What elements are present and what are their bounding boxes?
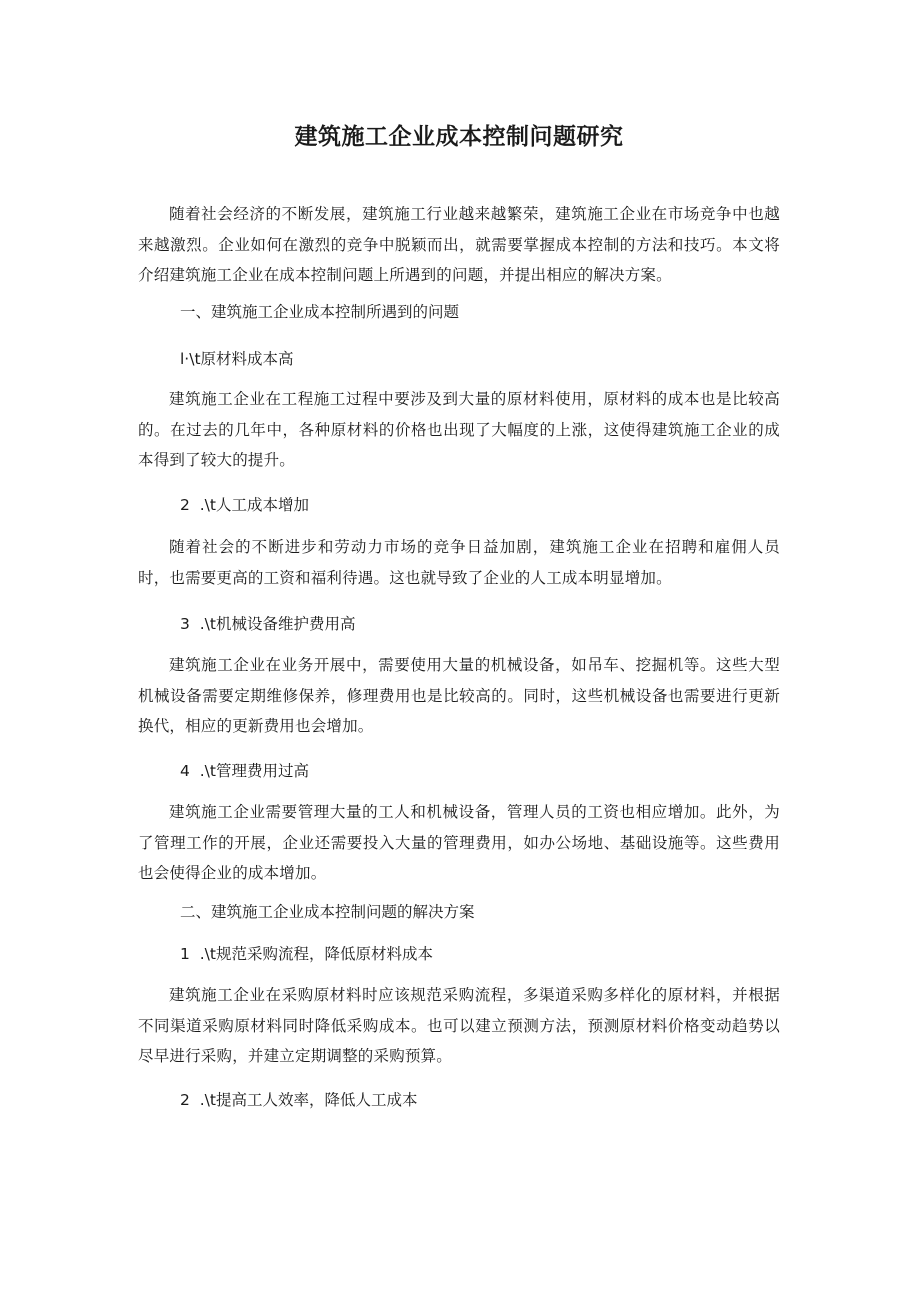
item-1-1-heading: l·\t原材料成本高 bbox=[180, 350, 294, 368]
section-1-heading: 一、建筑施工企业成本控制所遇到的问题 bbox=[180, 303, 460, 321]
section-2-heading: 二、建筑施工企业成本控制问题的解决方案 bbox=[180, 903, 475, 921]
item-1-2-heading: 2 .\t人工成本增加 bbox=[180, 496, 309, 514]
item-1-2-paragraph: 随着社会的不断进步和劳动力市场的竞争日益加剧，建筑施工企业在招聘和雇佣人员时，也需要更高的工资和福利待遇。这也就导致了企业的人工成本明显增加。 bbox=[138, 538, 780, 587]
item-2-2-heading: 2 .\t提高工人效率，降低人工成本 bbox=[180, 1091, 418, 1109]
item-1-4-paragraph: 建筑施工企业需要管理大量的工人和机械设备，管理人员的工资也相应增加。此外，为了管理工作的开展，企业还需要投入大量的管理费用，如办公场地、基础设施等。这些费用也会使得企业的成本增加。 bbox=[138, 803, 780, 882]
document-title: 建筑施工企业成本控制问题研究 bbox=[294, 124, 624, 150]
item-1-4-heading: 4 .\t管理费用过高 bbox=[180, 762, 309, 780]
item-1-3-paragraph: 建筑施工企业在业务开展中，需要使用大量的机械设备，如吊车、挖掘机等。这些大型机械设备需要定期维修保养，修理费用也是比较高的。同时，这些机械设备也需要进行更新换代，相应的更新费用也会增加。 bbox=[138, 656, 780, 735]
item-2-1-heading: 1 .\t规范采购流程，降低原材料成本 bbox=[180, 945, 433, 963]
item-1-1-paragraph: 建筑施工企业在工程施工过程中要涉及到大量的原材料使用，原材料的成本也是比较高的。在过去的几年中，各种原材料的价格也出现了大幅度的上涨，这使得建筑施工企业的成本得到了较大的提升。 bbox=[138, 390, 780, 469]
item-1-3-heading: 3 .\t机械设备维护费用高 bbox=[180, 615, 356, 633]
intro-paragraph: 随着社会经济的不断发展，建筑施工行业越来越繁荣，建筑施工企业在市场竞争中也越来越激烈。企业如何在激烈的竞争中脱颖而出，就需要掌握成本控制的方法和技巧。本文将介绍建筑施工企业在成本控制问题上所遇到的问题，并提出相应的解决方案。 bbox=[138, 205, 780, 284]
item-2-1-paragraph: 建筑施工企业在采购原材料时应该规范采购流程，多渠道采购多样化的原材料，并根据不同渠道采购原材料同时降低采购成本。也可以建立预测方法，预测原材料价格变动趋势以尽早进行采购，并建立定期调整的采购预算。 bbox=[138, 986, 780, 1065]
